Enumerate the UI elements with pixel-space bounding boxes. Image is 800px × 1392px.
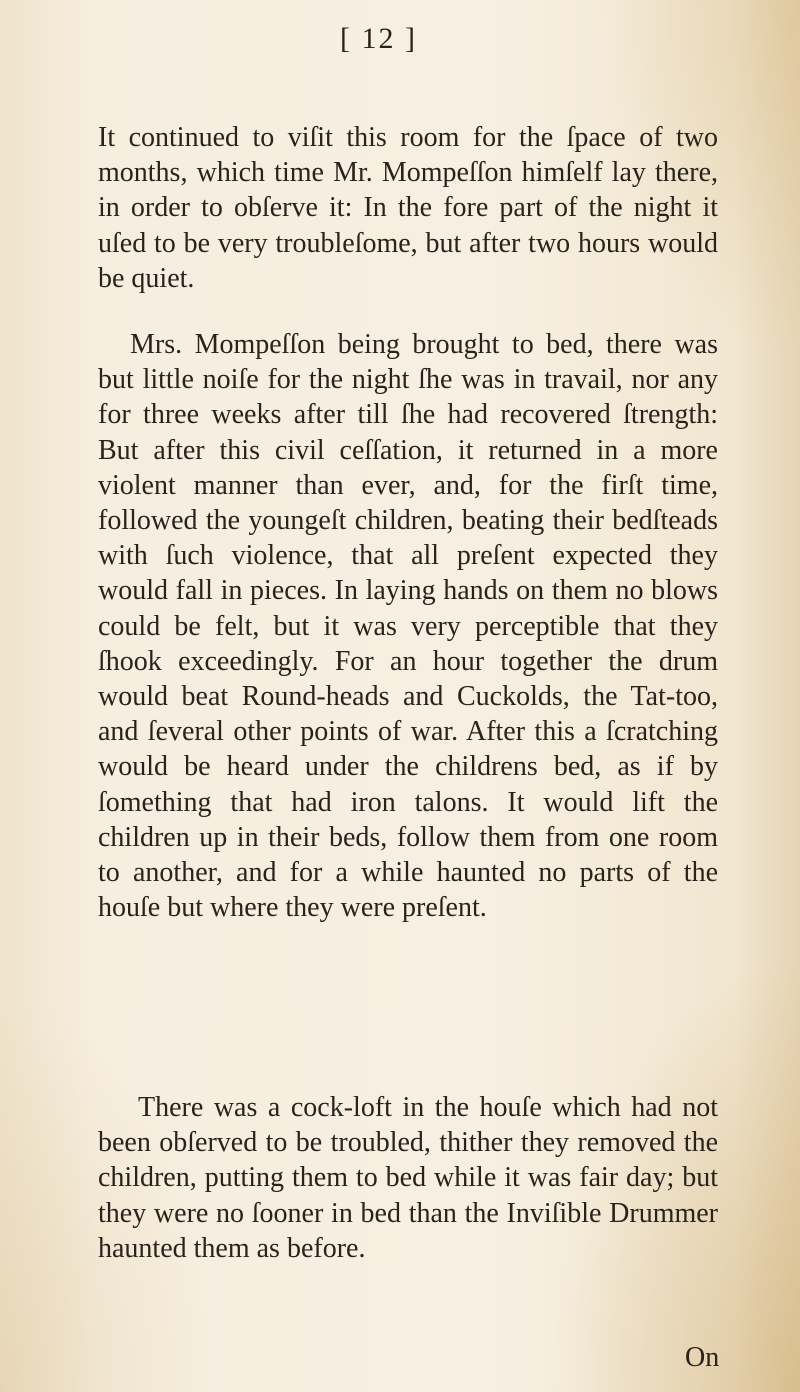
page-number-header: [ 12 ] <box>340 22 417 55</box>
paragraph-2: Mrs. Mompeſſon being brought to bed, there was but little noiſe for the night ſhe was in travail, nor any for three weeks after till ſhe had recovered ſtrength: But after this civil ceſſation, it returned in a more violent manner than ever, and, for the firſt time, followed the youngeſt children, beating their bedſteads with ſuch violence, that all preſent expected they would fall in pieces. In laying hands on them no blows could be felt, but it was very perceptible that they ſhook exceedingly. For an hour together the drum would beat Round-heads and Cuckolds, the Tat-too, and ſeveral other points of war. After this a ſcratching would be heard under the childrens bed, as if by ſomething that had iron talons. It would lift the children up in their beds, follow them from one room to another, and for a while haunted no parts of the houſe but where they were preſent. <box>98 329 718 924</box>
paragraph-3: There was a cock-loft in the houſe which had not been obſerved to be troubled, thither they removed the children, putting them to bed while it was fair day; but they were no ſooner in bed than the Inviſible Drummer haunted them as before. <box>98 1092 718 1264</box>
paragraph-1: It continued to viſit this room for the ſpace of two months, which time Mr. Mompeſſon himſelf lay there, in order to obſerve it: In the fore part of the night it uſed to be very troubleſome, but after two hours would be quiet. <box>98 122 718 294</box>
catchword: On <box>685 1342 720 1373</box>
